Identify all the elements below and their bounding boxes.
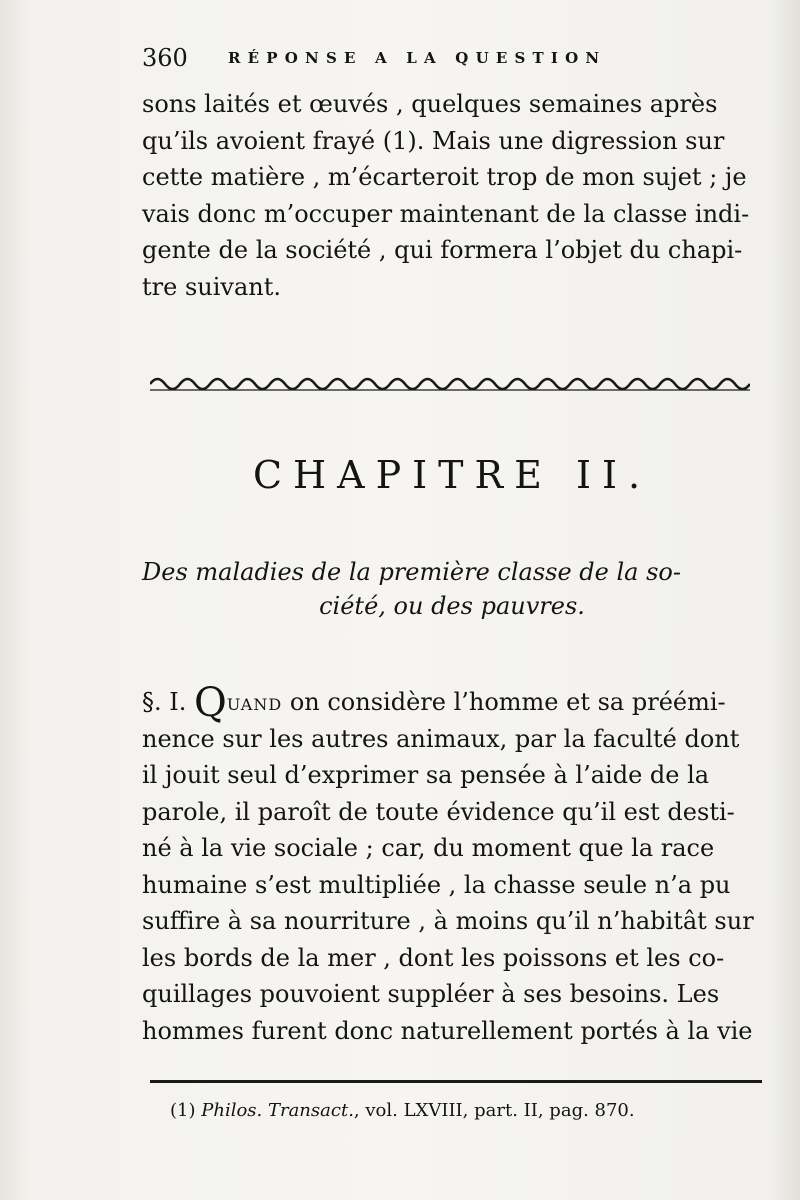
intro-paragraph [142,86,762,305]
text-line: tre suivant. [142,272,281,301]
section-mark: §. I. [142,688,187,716]
subtitle-line-1: Des maladies de la première classe de la so- [142,558,681,586]
page-number: 360 [142,44,188,72]
subtitle-line-2: ciété, ou des pauvres. [319,592,585,620]
footnote-reference: , vol. LXVIII, part. II, pag. 870. [353,1100,635,1121]
text-line: gente de la société , qui formera l’objet du chapi- [142,236,743,264]
first-line-text: on considère l’homme et sa préémi- [289,688,726,716]
text-line: sons laités et œuvés , quelques semaines après [142,90,718,118]
drop-cap: Q [194,680,227,726]
text-line: cette matière , m’écarteroit trop de mon sujet ; je [142,163,747,191]
section-paragraph [142,680,762,1049]
wavy-ornament-divider [150,368,750,396]
text-line: les bords de la mer , dont les poissons et les co- [142,943,725,972]
footnote [170,1098,760,1124]
footnote-source: Philos. Transact. [201,1100,354,1121]
text-line: quillages pouvoient suppléer à ses besoins. Les [142,980,720,1008]
running-title: RÉPONSE A LA QUESTION [228,49,607,67]
text-line: né à la vie sociale ; car, du moment que la race [142,834,715,862]
text-line: nence sur les autres animaux, par la faculté dont [142,724,740,753]
running-header [142,40,762,76]
text-line: suffire à sa nourriture , à moins qu’il n’habitât sur [142,907,754,935]
footnote-rule [150,1080,762,1083]
chapter-subtitle [142,555,762,623]
text-line: parole, il paroît de toute évidence qu’il est desti- [142,797,735,826]
text-line: il jouit seul d’exprimer sa pensée à l’aide de la [142,761,710,789]
text-line: hommes furent donc naturellement portés à la vie [142,1016,753,1045]
text-line: vais donc m’occuper maintenant de la classe indi- [142,199,750,228]
footnote-marker: (1) [170,1100,196,1121]
chapter-title: CHAPITRE II. [252,453,652,497]
text-line: humaine s’est multipliée , la chasse seule n’a pu [142,870,731,899]
text-line: qu’ils avoient frayé (1). Mais une digression sur [142,126,725,155]
section-first-line [142,680,762,726]
small-caps-word: UAND [226,695,283,714]
